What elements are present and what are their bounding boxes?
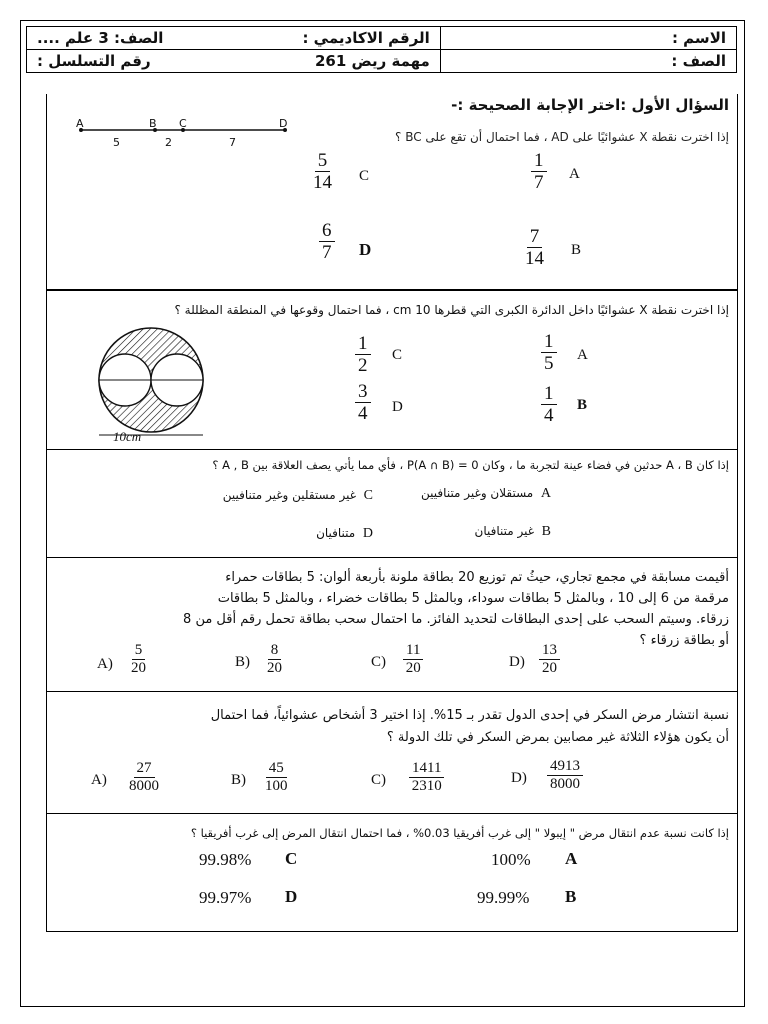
q5-option-d-fraction: $\frac{4913}{8000}$	[547, 758, 583, 793]
q3-option-d[interactable]	[316, 526, 373, 542]
q5-option-a-fraction: $\frac{27}{8000}$	[129, 760, 159, 794]
q4-line-2: مرقمة من 6 إلى 10 ، وبالمثل 5 بطاقات سوداء، وبالمثل 5 بطاقات خضراء ، وبالمثل 5 بطاقات	[217, 591, 729, 606]
circle-figure	[81, 327, 221, 441]
q2-option-c[interactable]: C	[392, 347, 403, 363]
q5-option-d[interactable]: D)	[511, 770, 527, 786]
header-table	[26, 26, 737, 73]
q6-option-d[interactable]: D	[285, 887, 298, 906]
q4-option-b-fraction: $\frac{8}{20}$	[267, 642, 282, 676]
q3-option-c-text: غير مستقلين وغير متنافيين	[222, 488, 357, 502]
q3-option-b[interactable]	[475, 524, 551, 540]
q1-option-a-fraction: $\frac{1}{7}$	[531, 150, 547, 193]
q2-option-d-fraction: $\frac{3}{4}$	[355, 381, 371, 424]
q5-line-1: نسبة انتشار مرض السكر في إحدى الدول تقدر بـ 15%. إذا اختير 3 أشخاص عشوائياً، فما احتمال	[210, 708, 729, 723]
question-5	[46, 692, 738, 814]
q4-option-c-fraction: $\frac{11}{20}$	[403, 642, 423, 677]
header-row-2	[27, 50, 736, 72]
q3-option-a-text: مستقلان وغير متنافيين	[421, 486, 534, 500]
class-field[interactable]	[441, 50, 736, 72]
q6-option-a-value: 100%	[491, 850, 531, 869]
q3-option-c-letter: C	[363, 488, 373, 503]
q5-option-b-fraction: $\frac{45}{100}$	[265, 760, 288, 794]
q4-option-d[interactable]: D)	[509, 654, 525, 670]
segment-ab: 5	[113, 136, 120, 149]
figure-label: 10cm	[113, 429, 142, 444]
question-4	[46, 558, 738, 692]
class-label: الصف :	[671, 52, 726, 70]
q4-option-a-fraction: $\frac{5}{20}$	[131, 642, 146, 676]
q2-text: إذا اخترت نقطة X عشوائيًا داخل الدائرة الكبرى التي قطرها 10 cm ، فما احتمال وقوعها في المنطقة المظللة ؟	[174, 303, 729, 317]
question-2	[46, 290, 738, 450]
academic-no-label: الرقم الاكاديمي :	[302, 29, 430, 47]
question-1	[46, 94, 738, 290]
q4-option-a[interactable]: A)	[97, 656, 113, 672]
q2-option-a[interactable]: A	[577, 347, 588, 363]
q2-option-a-fraction: $\frac{1}{5}$	[541, 331, 557, 374]
section-title: السؤال الأول :اختر الإجابة الصحيحة :-	[451, 96, 729, 114]
q5-line-2: أن يكون هؤلاء الثلاثة غير مصابين بمرض السكر في تلك الدولة ؟	[386, 730, 729, 745]
point-b: B	[149, 117, 157, 130]
q6-option-c[interactable]: C	[285, 849, 298, 868]
point-c: C	[179, 117, 187, 130]
q4-line-3: زرقاء. وسيتم السحب على إحدى البطاقات لتحديد الفائز. ما احتمال سحب بطاقة تحمل رقم أقل من 8	[183, 612, 729, 627]
q5-option-b[interactable]: B)	[231, 772, 246, 788]
q5-option-c-fraction: $\frac{1411}{2310}$	[409, 760, 444, 795]
question-3	[46, 450, 738, 558]
serial-label: رقم التسلسل :	[37, 52, 151, 70]
q3-option-d-text: متنافيان	[316, 526, 356, 540]
q1-option-c[interactable]: C	[359, 168, 370, 184]
q2-option-c-fraction: $\frac{1}{2}$	[355, 333, 371, 376]
header-row-1	[27, 27, 736, 50]
q3-option-a[interactable]	[421, 486, 551, 502]
q2-option-d[interactable]: D	[392, 399, 403, 415]
q5-option-a[interactable]: A)	[91, 772, 107, 788]
q2-option-b-fraction: $\frac{1}{4}$	[541, 383, 557, 426]
q3-text: إذا كان A ، B حدثين في فضاء عينة لتجربة ما ، وكان P(A ∩ B) = 0 ، فأي مما يأتي يصف العلاقة بين A , B ؟	[212, 458, 729, 472]
q4-option-b[interactable]: B)	[235, 654, 250, 670]
q6-option-b-value: 99.99%	[477, 888, 530, 907]
q1-option-b[interactable]: B	[571, 242, 582, 258]
q1-option-c-fraction: $\frac{5}{14}$	[313, 150, 332, 193]
point-a: A	[76, 117, 84, 130]
segment-bc: 2	[165, 136, 172, 149]
q6-option-c-value: 99.98%	[199, 850, 252, 869]
q3-option-c[interactable]	[223, 488, 373, 504]
q4-option-c[interactable]: C)	[371, 654, 386, 670]
q1-text: إذا اخترت نقطة X عشوائيًا على AD ، فما احتمال أن تقع على BC ؟	[395, 130, 729, 144]
q6-option-b[interactable]: B	[565, 887, 577, 906]
segment-cd: 7	[229, 136, 236, 149]
header-left-cell-1	[27, 27, 441, 49]
header-left-cell-2	[27, 50, 441, 72]
q1-option-a[interactable]: A	[569, 166, 580, 182]
task-label: مهمة ريض 261	[314, 52, 430, 70]
q4-option-d-fraction: $\frac{13}{20}$	[539, 642, 560, 677]
q4-line-4: أو بطاقة زرقاء ؟	[639, 633, 729, 648]
q1-option-d-fraction: $\frac{6}{7}$	[319, 220, 335, 263]
point-d: D	[279, 117, 288, 130]
q3-option-d-letter: D	[362, 526, 373, 541]
question-6	[46, 814, 738, 932]
q1-option-d[interactable]: D	[359, 240, 372, 259]
q6-option-a[interactable]: A	[565, 849, 578, 868]
q6-option-d-value: 99.97%	[199, 888, 252, 907]
q3-option-a-letter: A	[540, 486, 551, 501]
q5-option-c[interactable]: C)	[371, 772, 386, 788]
q3-option-b-letter: B	[541, 524, 551, 539]
q2-option-b[interactable]: B	[577, 397, 588, 413]
q3-option-b-text: غير متنافيان	[474, 524, 535, 538]
grade-label: الصف: 3 علم ....	[37, 29, 164, 47]
name-label: الاسم :	[671, 29, 726, 47]
q4-line-1: أقيمت مسابقة في مجمع تجاري، حيثُ تم توزيع 20 بطاقة ملونة بأربعة ألوان: 5 بطاقات حمراء	[225, 570, 729, 585]
q6-text: إذا كانت نسبة عدم انتقال مرض " إيبولا " إلى غرب أفريقيا 0.03% ، فما احتمال انتقال المرض إلى غرب أفريقيا ؟	[190, 826, 729, 840]
q1-option-b-fraction: $\frac{7}{14}$	[525, 226, 544, 269]
name-field[interactable]	[441, 27, 736, 49]
